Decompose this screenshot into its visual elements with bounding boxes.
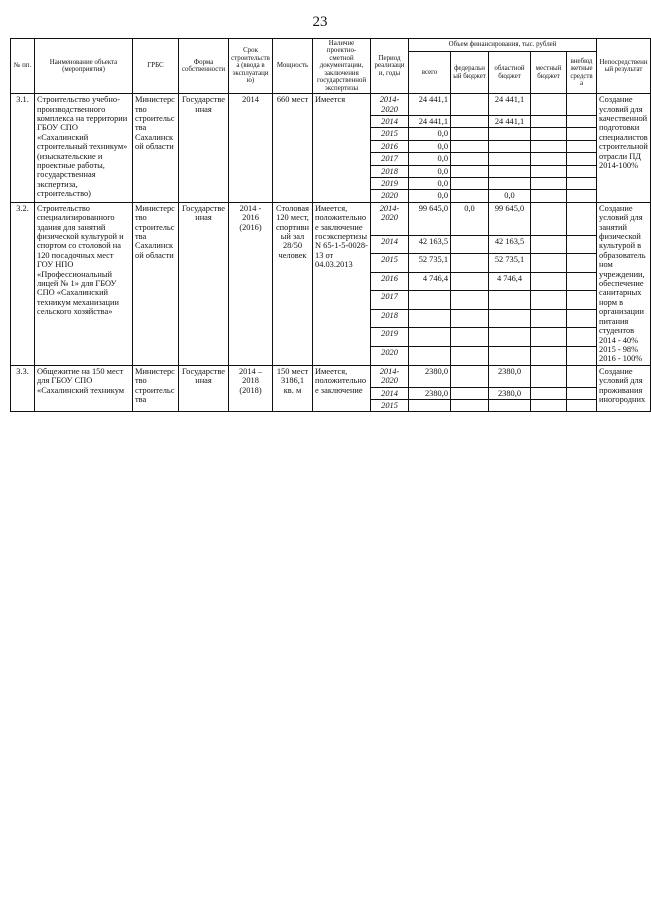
funding-extra xyxy=(567,291,597,310)
funding-extra xyxy=(567,115,597,127)
funding-regional xyxy=(489,140,531,152)
result-cell: Создание условий для проживания иногородних xyxy=(597,365,651,412)
period-year: 2014 xyxy=(371,235,409,254)
period-year: 2020 xyxy=(371,347,409,366)
funding-federal xyxy=(451,178,489,190)
funding-extra xyxy=(567,328,597,347)
header-capacity: Мощность xyxy=(273,39,313,94)
funding-federal: 0,0 xyxy=(451,202,489,235)
funding-federal xyxy=(451,272,489,291)
funding-local xyxy=(531,128,567,140)
table-row xyxy=(11,94,651,116)
table-row xyxy=(11,365,651,387)
header-name: Наименование объекта (мероприятия) xyxy=(35,39,133,94)
funding-total: 2380,0 xyxy=(409,387,451,399)
funding-extra xyxy=(567,347,597,366)
funding-local xyxy=(531,165,567,177)
funding-federal xyxy=(451,190,489,202)
funding-total xyxy=(409,291,451,310)
funding-regional xyxy=(489,291,531,310)
funding-local xyxy=(531,399,567,411)
funding-regional: 0,0 xyxy=(489,190,531,202)
funding-local xyxy=(531,254,567,273)
funding-regional: 24 441,1 xyxy=(489,115,531,127)
table-body xyxy=(11,94,651,412)
funding-total: 4 746,4 xyxy=(409,272,451,291)
capacity-cell: 150 мест 3186,1 кв. м xyxy=(273,365,313,412)
funding-extra xyxy=(567,153,597,165)
docs-cell: Имеется, положительное заключение госэкспертизы N 65-1-5-0028-13 от 04.03.2013 xyxy=(313,202,371,365)
funding-extra xyxy=(567,128,597,140)
funding-federal xyxy=(451,94,489,116)
funding-local xyxy=(531,140,567,152)
grbs-cell: Министерство строительства Сахалинской области xyxy=(133,94,179,203)
funding-local xyxy=(531,190,567,202)
header-funding: Объем финансирования, тыс. рублей xyxy=(409,39,597,52)
period-year: 2015 xyxy=(371,128,409,140)
period-year: 2017 xyxy=(371,153,409,165)
funding-regional: 42 163,5 xyxy=(489,235,531,254)
period-year: 2014 xyxy=(371,115,409,127)
program-table xyxy=(10,38,651,412)
funding-federal xyxy=(451,165,489,177)
funding-total: 0,0 xyxy=(409,140,451,152)
funding-local xyxy=(531,94,567,116)
grbs-cell: Министерство строительства Сахалинской области xyxy=(133,202,179,365)
period-year: 2015 xyxy=(371,254,409,273)
row-number: 3.2. xyxy=(11,202,35,365)
capacity-cell: 660 мест xyxy=(273,94,313,203)
period-year: 2014-2020 xyxy=(371,94,409,116)
funding-regional: 99 645,0 xyxy=(489,202,531,235)
header-extra: внебюджетные средства xyxy=(567,52,597,94)
period-year: 2017 xyxy=(371,291,409,310)
funding-regional: 2380,0 xyxy=(489,387,531,399)
row-number: 3.1. xyxy=(11,94,35,203)
funding-federal xyxy=(451,399,489,411)
result-cell: Создание условий для качественной подготовки специалистов строительной отрасли ПД 2014-100% xyxy=(597,94,651,203)
funding-local xyxy=(531,178,567,190)
deadline-cell: 2014 - 2016 (2016) xyxy=(229,202,273,365)
funding-total: 99 645,0 xyxy=(409,202,451,235)
funding-federal xyxy=(451,291,489,310)
funding-federal xyxy=(451,128,489,140)
page-number: 23 xyxy=(312,14,328,30)
funding-total xyxy=(409,399,451,411)
funding-extra xyxy=(567,387,597,399)
header-total: всего xyxy=(409,52,451,94)
header-row-top xyxy=(11,39,651,52)
funding-federal xyxy=(451,115,489,127)
period-year: 2019 xyxy=(371,328,409,347)
funding-regional xyxy=(489,153,531,165)
docs-cell: Имеется, положительное заключение xyxy=(313,365,371,412)
funding-extra xyxy=(567,178,597,190)
header-ownership: Форма собственности xyxy=(179,39,229,94)
funding-total: 52 735,1 xyxy=(409,254,451,273)
funding-federal xyxy=(451,309,489,328)
funding-total: 2380,0 xyxy=(409,365,451,387)
funding-local xyxy=(531,153,567,165)
funding-local xyxy=(531,272,567,291)
header-num: № пп. xyxy=(11,39,35,94)
period-year: 2014-2020 xyxy=(371,365,409,387)
funding-total: 0,0 xyxy=(409,190,451,202)
funding-regional: 24 441,1 xyxy=(489,94,531,116)
funding-total: 24 441,1 xyxy=(409,115,451,127)
header-docs: Наличие проектно-сметной документации, заключения государственной экспертизы xyxy=(313,39,371,94)
funding-extra xyxy=(567,235,597,254)
header-result: Непосредственный результат xyxy=(597,39,651,94)
funding-local xyxy=(531,365,567,387)
period-year: 2015 xyxy=(371,399,409,411)
funding-federal xyxy=(451,235,489,254)
funding-extra xyxy=(567,190,597,202)
funding-federal xyxy=(451,153,489,165)
funding-federal xyxy=(451,365,489,387)
funding-extra xyxy=(567,94,597,116)
funding-federal xyxy=(451,387,489,399)
period-year: 2018 xyxy=(371,165,409,177)
period-year: 2020 xyxy=(371,190,409,202)
funding-total: 42 163,5 xyxy=(409,235,451,254)
period-year: 2016 xyxy=(371,140,409,152)
row-number: 3.3. xyxy=(11,365,35,412)
object-name: Общежитие на 150 мест для ГБОУ СПО «Сахалинский техникум xyxy=(35,365,133,412)
funding-total: 24 441,1 xyxy=(409,94,451,116)
header-deadline: Срок строительства (ввода в эксплуатацию) xyxy=(229,39,273,94)
capacity-cell: Столовая 120 мест, спортивный зал 28/50 человек xyxy=(273,202,313,365)
header-period: Период реализации, годы xyxy=(371,39,409,94)
funding-total xyxy=(409,347,451,366)
funding-total: 0,0 xyxy=(409,178,451,190)
funding-regional xyxy=(489,399,531,411)
funding-local xyxy=(531,387,567,399)
funding-regional xyxy=(489,328,531,347)
docs-cell: Имеется xyxy=(313,94,371,203)
header-federal: федеральный бюджет xyxy=(451,52,489,94)
funding-local xyxy=(531,309,567,328)
funding-total xyxy=(409,309,451,328)
period-year: 2019 xyxy=(371,178,409,190)
table-row xyxy=(11,202,651,235)
object-name: Строительство специализированного здания для занятий физической культурой и спортом со столовой на 120 посадочных мест ГОУ НПО «Профессиональный лицей № 1» для ГБОУ СПО «Сахалинский техникум механизации сельского хозяйства» xyxy=(35,202,133,365)
funding-extra xyxy=(567,140,597,152)
funding-extra xyxy=(567,165,597,177)
funding-extra xyxy=(567,202,597,235)
funding-federal xyxy=(451,140,489,152)
funding-regional xyxy=(489,128,531,140)
header-grbs: ГРБС xyxy=(133,39,179,94)
ownership-cell: Государственная xyxy=(179,365,229,412)
ownership-cell: Государственная xyxy=(179,202,229,365)
funding-regional: 52 735,1 xyxy=(489,254,531,273)
funding-regional xyxy=(489,178,531,190)
funding-extra xyxy=(567,272,597,291)
funding-regional xyxy=(489,165,531,177)
funding-local xyxy=(531,202,567,235)
grbs-cell: Министерство строительства xyxy=(133,365,179,412)
funding-local xyxy=(531,347,567,366)
funding-total xyxy=(409,328,451,347)
funding-regional xyxy=(489,347,531,366)
object-name: Строительство учебно-производственного комплекса на территории ГБОУ СПО «Сахалинский строительный техникум» (изыскательские и проектные работы, государственная экспертиза, строительство) xyxy=(35,94,133,203)
funding-local xyxy=(531,235,567,254)
funding-extra xyxy=(567,309,597,328)
deadline-cell: 2014 – 2018 (2018) xyxy=(229,365,273,412)
program-table-container xyxy=(10,38,648,412)
period-year: 2016 xyxy=(371,272,409,291)
funding-federal xyxy=(451,347,489,366)
period-year: 2018 xyxy=(371,309,409,328)
funding-extra xyxy=(567,254,597,273)
ownership-cell: Государственная xyxy=(179,94,229,203)
funding-regional: 2380,0 xyxy=(489,365,531,387)
period-year: 2014 xyxy=(371,387,409,399)
header-regional: областной бюджет xyxy=(489,52,531,94)
period-year: 2014-2020 xyxy=(371,202,409,235)
funding-local xyxy=(531,291,567,310)
header-local: местный бюджет xyxy=(531,52,567,94)
funding-federal xyxy=(451,328,489,347)
deadline-cell: 2014 xyxy=(229,94,273,203)
funding-total: 0,0 xyxy=(409,165,451,177)
funding-regional: 4 746,4 xyxy=(489,272,531,291)
funding-total: 0,0 xyxy=(409,153,451,165)
funding-total: 0,0 xyxy=(409,128,451,140)
result-cell: Создание условий для занятий физической культурой в образовательном учреждении, обеспечение санитарных норм в организации питания студентов 2014 - 40% 2015 - 98% 2016 - 100% xyxy=(597,202,651,365)
funding-local xyxy=(531,328,567,347)
funding-federal xyxy=(451,254,489,273)
funding-regional xyxy=(489,309,531,328)
funding-extra xyxy=(567,399,597,411)
funding-local xyxy=(531,115,567,127)
funding-extra xyxy=(567,365,597,387)
